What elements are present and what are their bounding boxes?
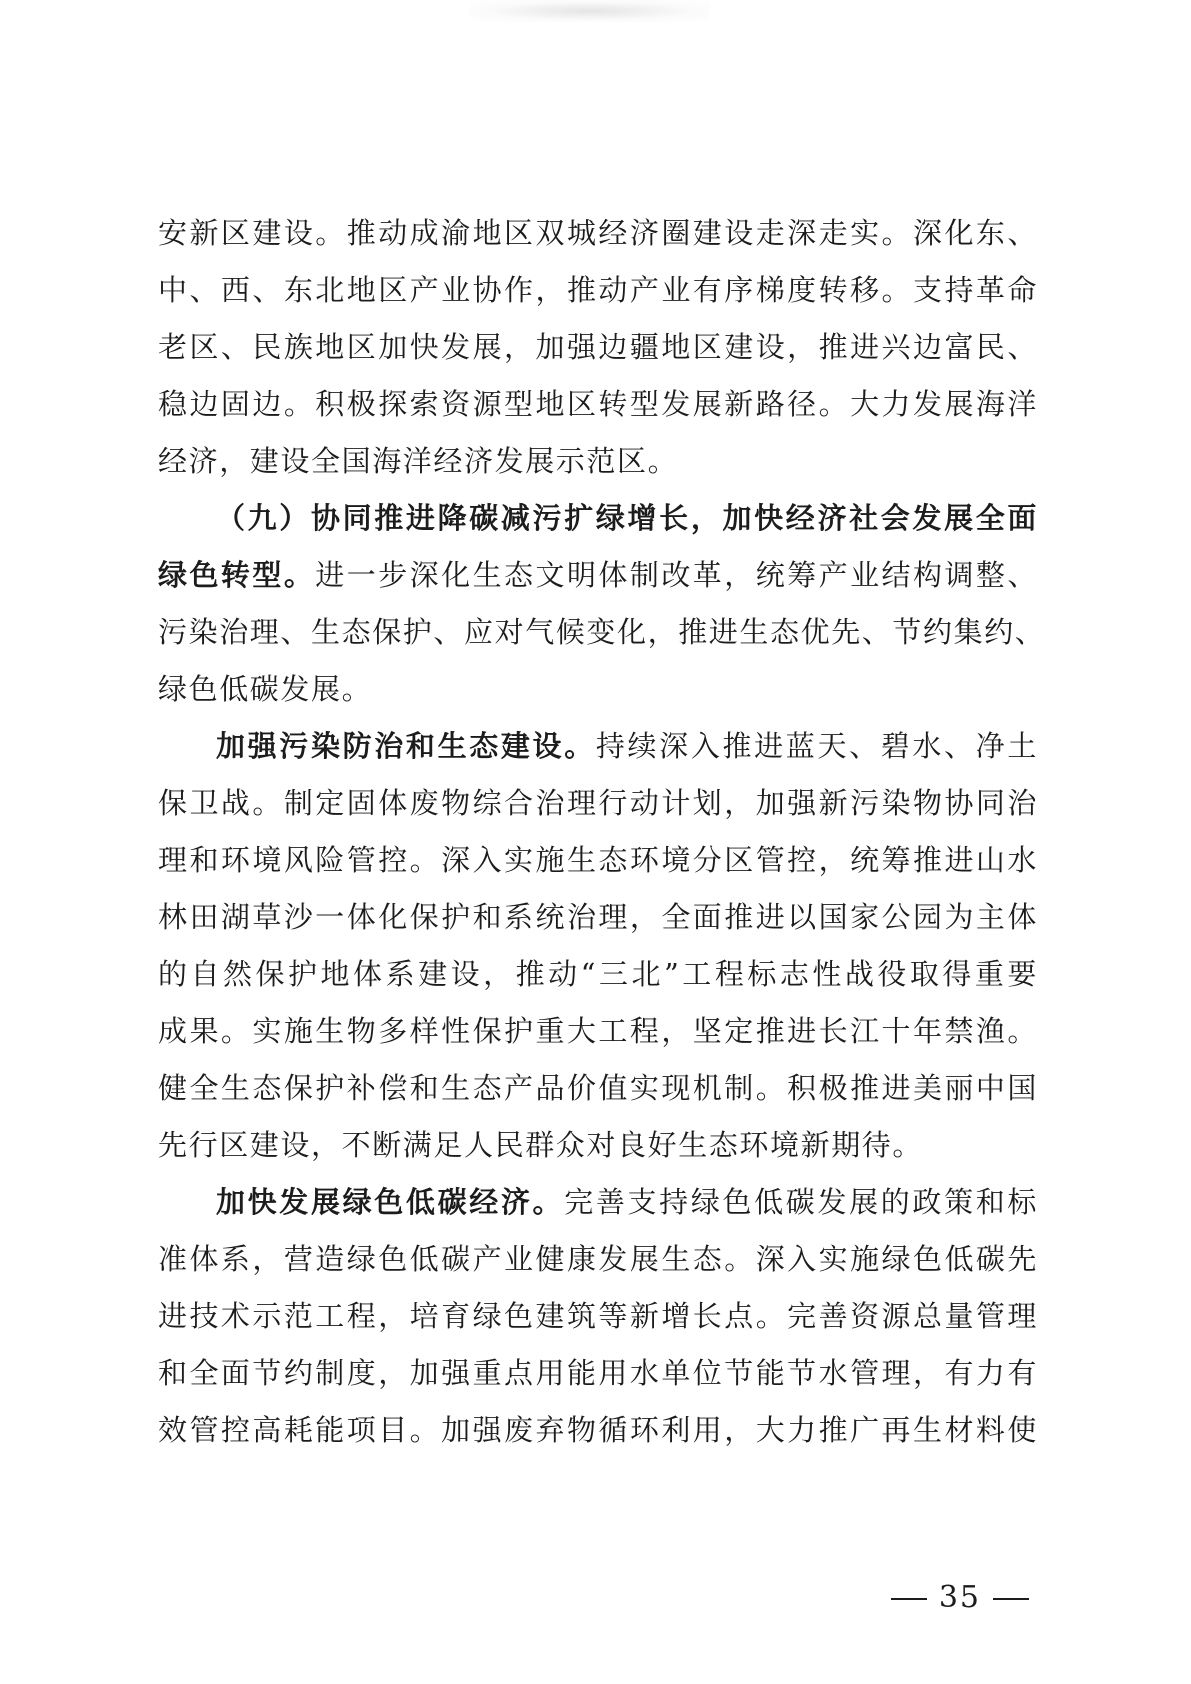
text-line: 的自然保护地体系建设，推动“三北”工程标志性战役取得重要 — [158, 957, 1038, 991]
text-line: 健全生态保护补偿和生态产品价值实现机制。积极推进美丽中国 — [158, 1071, 1038, 1105]
text-line: 和全面节约制度，加强重点用能用水单位节能节水管理，有力有 — [158, 1356, 1038, 1390]
text-run: 持续深入推进蓝天、碧水、净土 — [595, 729, 1038, 763]
text-line: 经济，建设全国海洋经济发展示范区。 — [158, 444, 679, 478]
text-line: 林田湖草沙一体化保护和系统治理，全面推进以国家公园为主体 — [158, 900, 1038, 934]
text-line: 保卫战。制定固体废物综合治理行动计划，加强新污染物协同治 — [158, 786, 1038, 820]
text-run: 进一步深化生态文明体制改革，统筹产业结构调整、 — [315, 558, 1038, 592]
section-heading-tail: 绿色转型。 — [158, 558, 316, 592]
text-line: 成果。实施生物多样性保护重大工程，坚定推进长江十年禁渔。 — [158, 1014, 1038, 1048]
dash-right — [993, 1598, 1029, 1600]
text-line: 安新区建设。推动成渝地区双城经济圈建设走深走实。深化东、 — [158, 216, 1038, 250]
dash-left — [891, 1598, 927, 1600]
section-heading: （九）协同推进降碳减污扩绿增长，加快经济社会发展全面 — [216, 501, 1038, 535]
text-line: 中、西、东北地区产业协作，推动产业有序梯度转移。支持革命 — [158, 273, 1038, 307]
text-line: 理和环境风险管控。深入实施生态环境分区管控，统筹推进山水 — [158, 843, 1038, 877]
page-number — [879, 1580, 1041, 1615]
body-text — [158, 205, 1046, 1459]
text-line: 准体系，营造绿色低碳产业健康发展生态。深入实施绿色低碳先 — [158, 1242, 1038, 1276]
text-line: 效管控高耗能项目。加强废弃物循环利用，大力推广再生材料使 — [158, 1413, 1038, 1447]
paragraph-lead: 加快发展绿色低碳经济。 — [216, 1185, 565, 1219]
text-line: 先行区建设，不断满足人民群众对良好生态环境新期待。 — [158, 1128, 924, 1162]
text-line — [158, 547, 1038, 604]
text-line: 绿色低碳发展。 — [158, 672, 373, 706]
page-number-value: 35 — [938, 1580, 981, 1615]
text-line — [158, 1174, 1038, 1231]
text-line: 污染治理、生态保护、应对气候变化，推进生态优先、节约集约、 — [158, 615, 1046, 649]
text-line: 老区、民族地区加快发展，加强边疆地区建设，推进兴边富民、 — [158, 330, 1038, 364]
text-line: 稳边固边。积极探索资源型地区转型发展新路径。大力发展海洋 — [158, 387, 1038, 421]
scan-artifact — [470, 0, 710, 22]
text-line — [158, 718, 1038, 775]
paragraph-lead: 加强污染防治和生态建设。 — [216, 729, 596, 763]
text-line: 进技术示范工程，培育绿色建筑等新增长点。完善资源总量管理 — [158, 1299, 1038, 1333]
text-run: 完善支持绿色低碳发展的政策和标 — [564, 1185, 1038, 1219]
